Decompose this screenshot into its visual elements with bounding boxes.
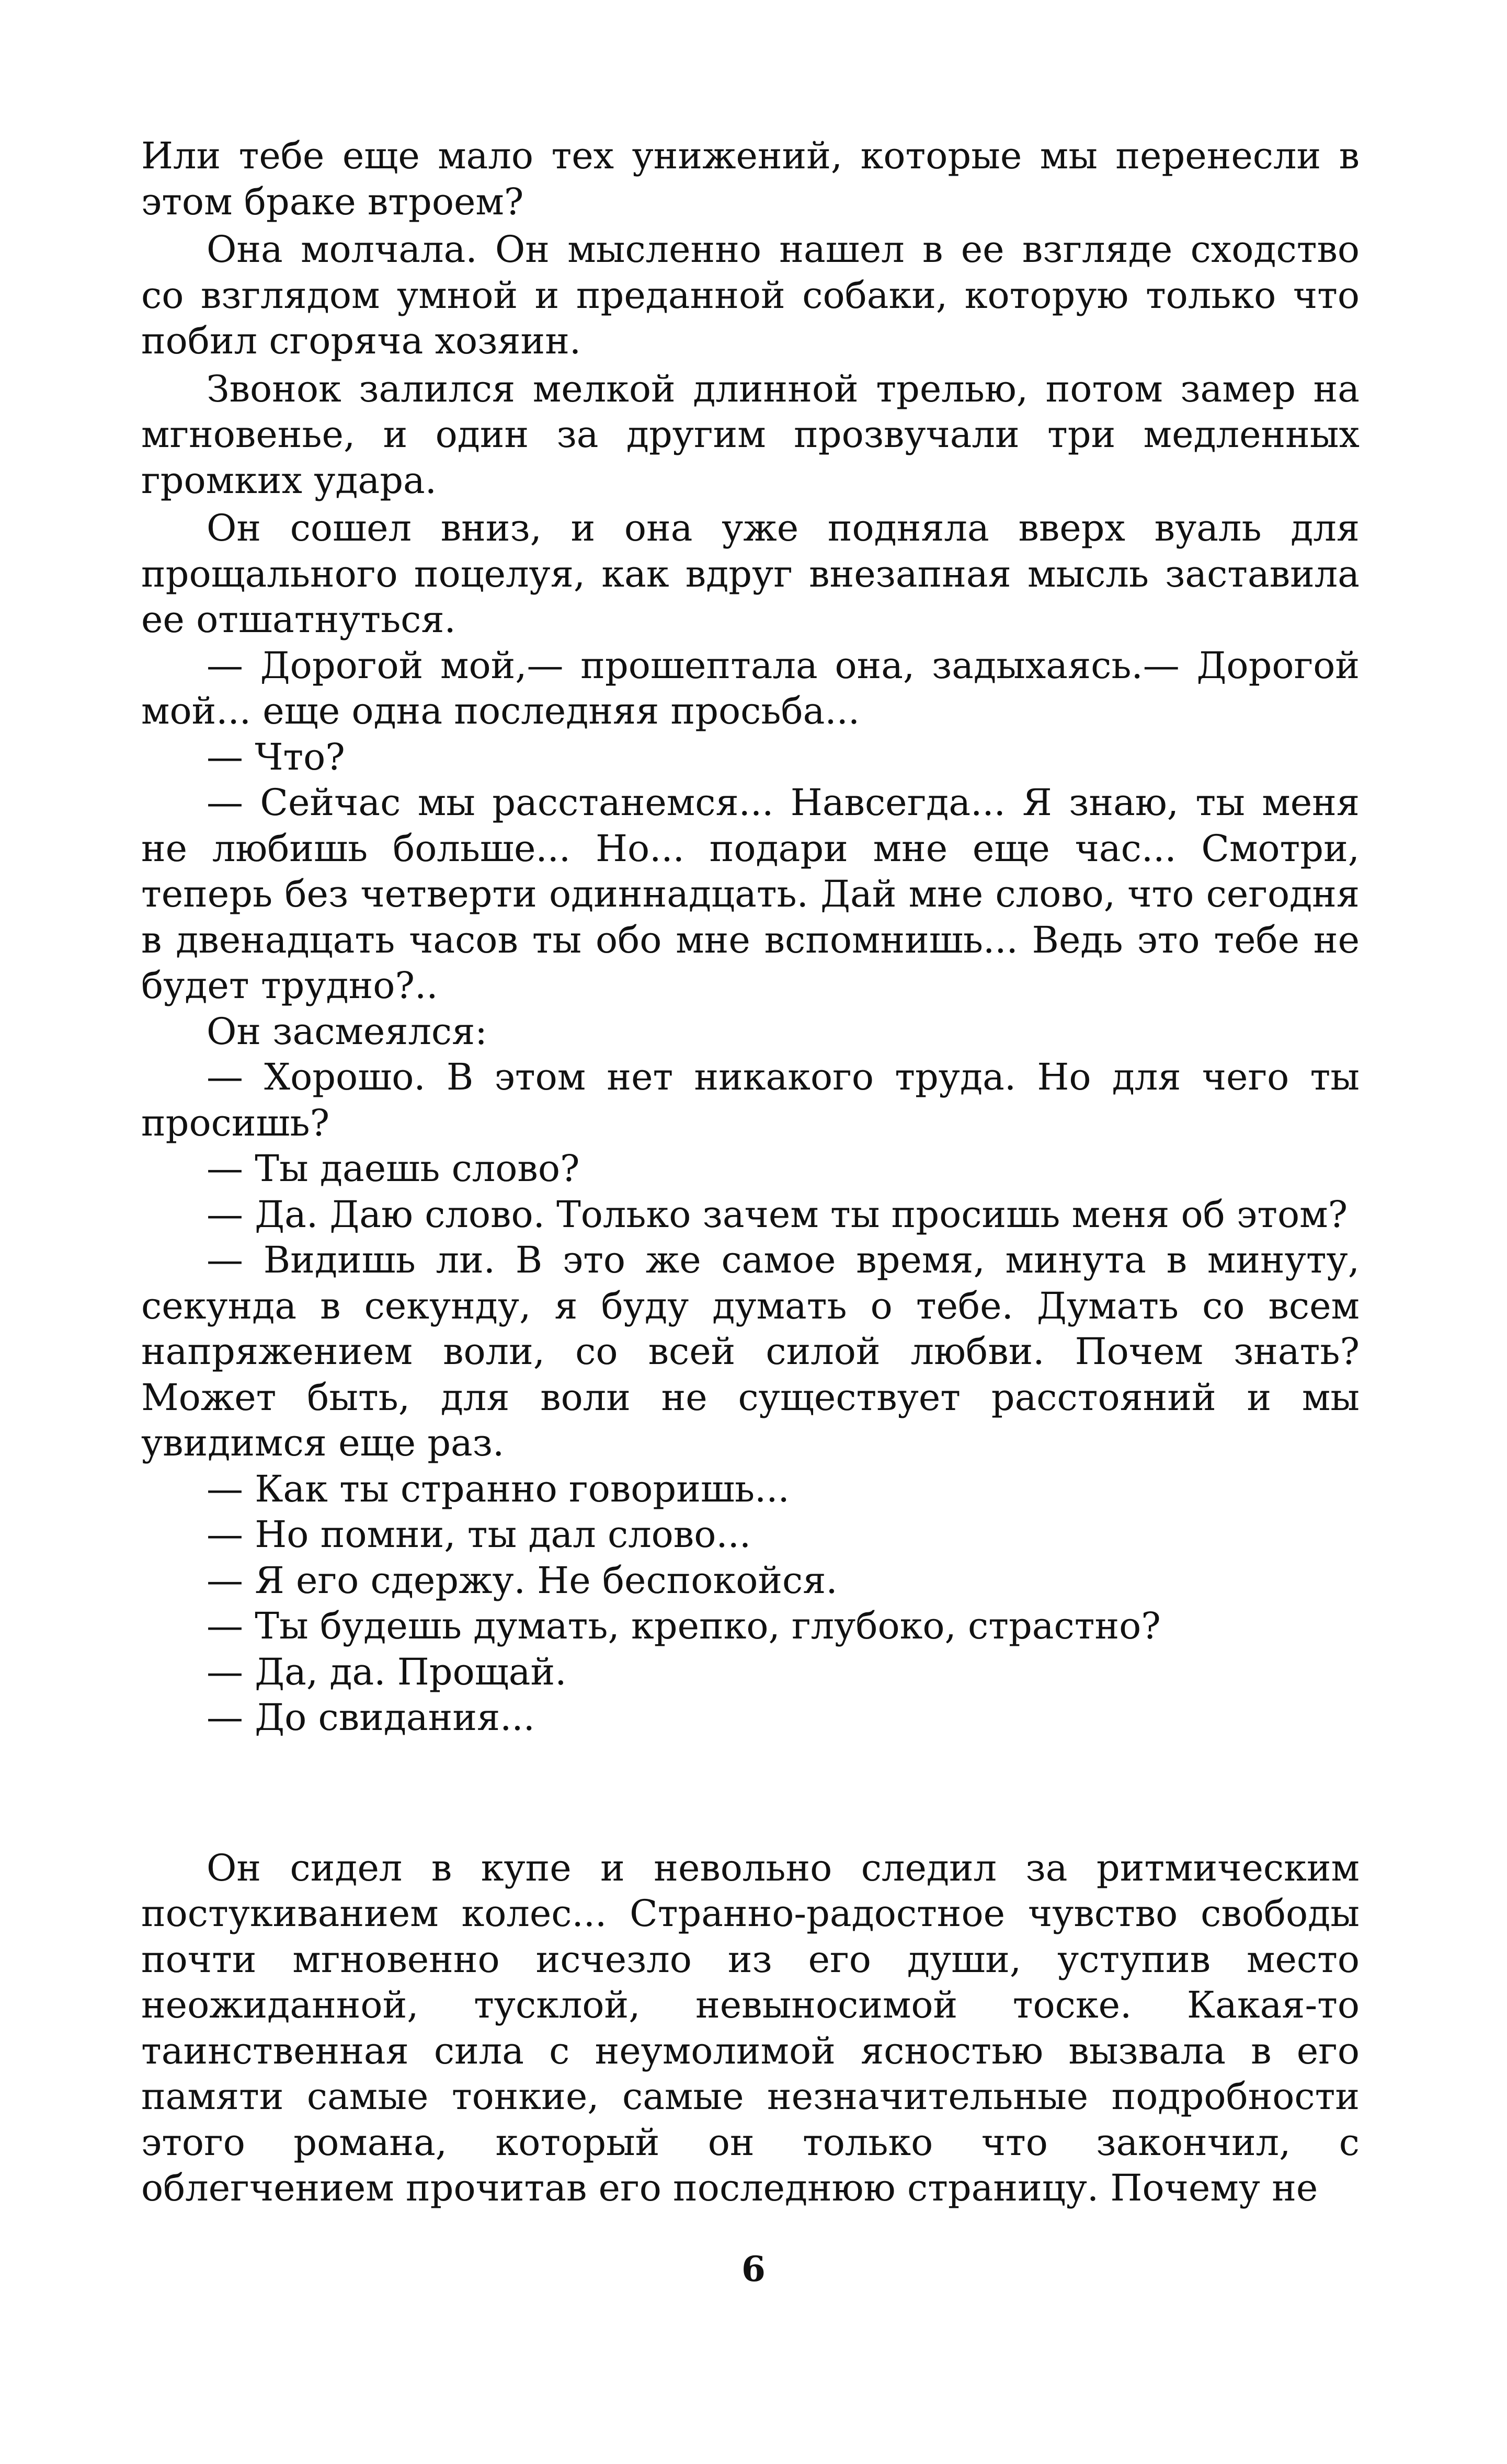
dialogue-line: — Хорошо. В этом нет никакого труда. Но для чего ты просишь?: [141, 1056, 1360, 1144]
dialogue-line: — Сейчас мы расстанемся... Навсегда... Я знаю, ты меня не любишь больше... Но... подари мне еще час... Смотри, теперь без четверти одиннадцать. Дай мне слово, что сегодня в двенадцать часов ты обо мне вспомнишь... Ведь это тебе не будет трудно?..: [141, 781, 1360, 1007]
paragraph: Она молчала. Он мысленно нашел в ее взгляде сходство со взглядом умной и преданной собаки, которую только что побил сгоряча хозяин.: [141, 228, 1360, 362]
section-one: [141, 133, 1360, 1741]
dialogue-line: — Видишь ли. В это же самое время, минута в минуту, секунда в секунду, я буду думать о тебе. Думать со всем напряжением воли, со всей силой любви. Почем знать? Может быть, для воли не существует расстояний и мы увидимся еще раз.: [141, 1239, 1360, 1464]
dialogue-line: — Я его сдержу. Не беспокойся.: [207, 1558, 838, 1602]
paragraph: Звонок залился мелкой длинной трелью, потом замер на мгновенье, и один за другим прозвучали три медленных громких удара.: [141, 367, 1360, 502]
dialogue-line: — До свидания...: [207, 1696, 535, 1739]
page-content: [141, 133, 1360, 2211]
dialogue-line: — Ты даешь слово?: [207, 1147, 580, 1190]
paragraph: Он засмеялся:: [207, 1010, 487, 1053]
section-break: [141, 1741, 1360, 1846]
dialogue-line: — Дорогой мой,— прошептала она, задыхаясь.— Дорогой мой... еще одна последняя просьба...: [141, 644, 1360, 732]
dialogue-line: — Да, да. Прощай.: [207, 1650, 567, 1693]
paragraph: Он сидел в купе и невольно следил за ритмическим постукиванием колес... Странно-радостное чувство свободы почти мгновенно исчезло из его души, уступив место неожиданной, тусклой, невыносимой тоске. Какая-то таинственная сила с неумолимой ясностью вызвала в его памяти самые тонкие, самые незначительные подробности этого романа, который он только что закончил, с облегчением прочитав его последнюю страницу. Почему не: [141, 1846, 1360, 2209]
dialogue-line: — Что?: [207, 735, 345, 778]
page-number: 6: [741, 2249, 766, 2289]
dialogue-line: — Как ты странно говоришь...: [207, 1467, 790, 1510]
dialogue-line: — Да. Даю слово. Только зачем ты просишь меня об этом?: [207, 1193, 1348, 1236]
dialogue-line: — Но помни, ты дал слово...: [207, 1513, 751, 1556]
section-two: [141, 1846, 1360, 2211]
paragraph: Или тебе еще мало тех унижений, которые мы перенесли в этом браке втроем?: [141, 134, 1360, 223]
dialogue-line: — Ты будешь думать, крепко, глубоко, страстно?: [207, 1605, 1161, 1647]
paragraph: Он сошел вниз, и она уже подняла вверх вуаль для прощального поцелуя, как вдруг внезапная мысль заставила ее отшатнуться.: [141, 507, 1360, 641]
